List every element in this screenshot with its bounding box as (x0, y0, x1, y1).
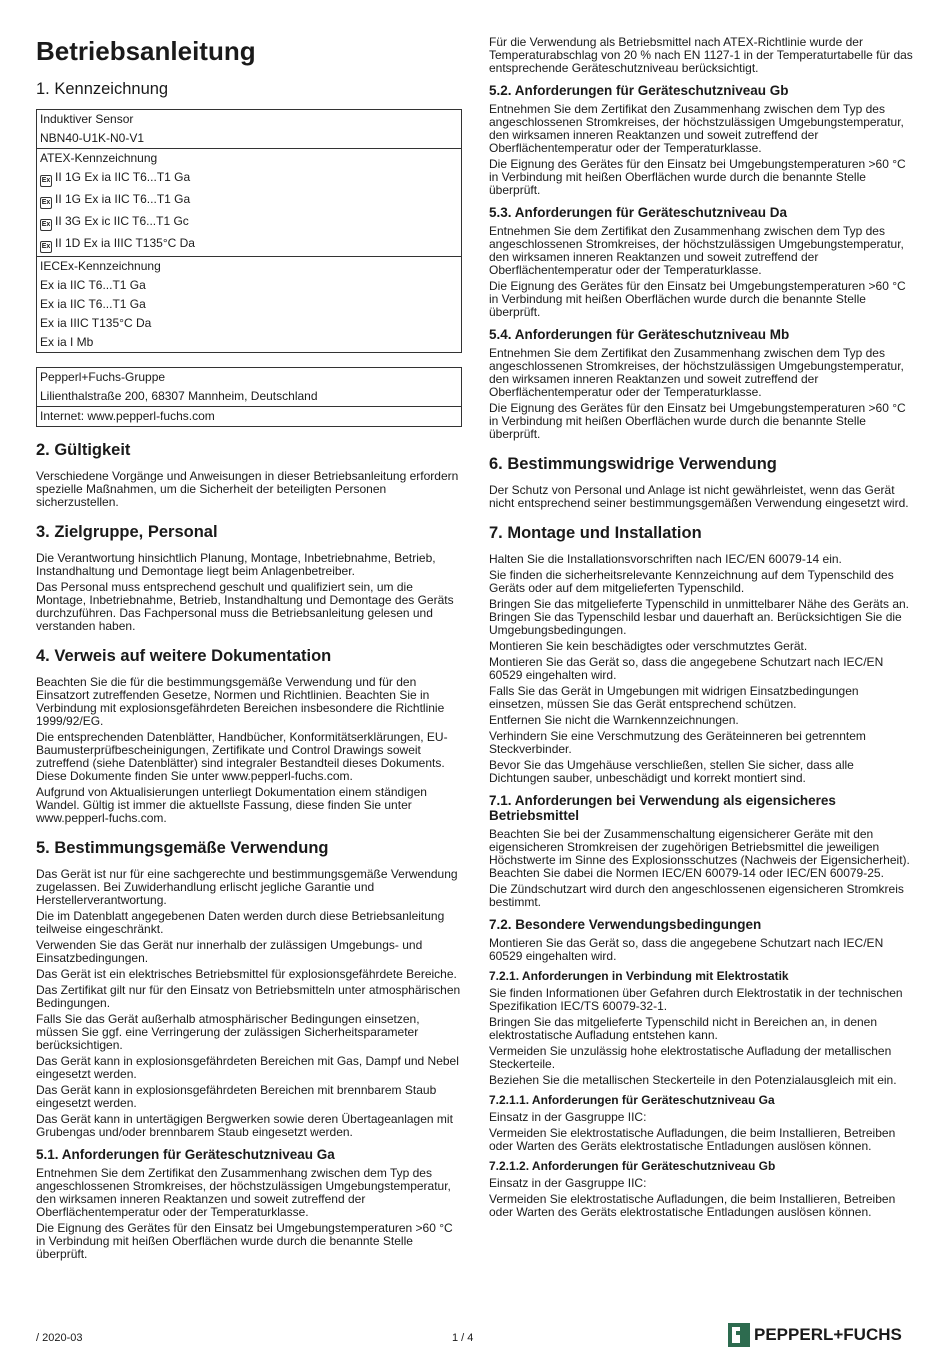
paragraph: Montieren Sie das Gerät so, dass die angegebene Schutzart nach IEC/EN 60529 eingehalten wird. (489, 655, 884, 682)
left-column (36, 36, 462, 1264)
paragraph: Das Zertifikat gilt nur für den Einsatz von Betriebsmitteln unter atmosphärischen Bedingungen. (36, 983, 461, 1010)
paragraph: Verwenden Sie das Gerät nur innerhalb der zulässigen Umgebungs- und Einsatzbedingungen. (36, 938, 423, 965)
paragraph: Entnehmen Sie dem Zertifikat den Zusammenhang zwischen dem Typ des angeschlossenen Stromkreises, der höchstzulässigen Umgebungstemperatur, den wirksamen inneren Reaktanzen und soweit zutreffend der Oberflächentemperatur oder der Temperaturklasse. (489, 224, 904, 277)
paragraph: Das Gerät ist nur für eine sachgerechte und bestimmungsgemäße Verwendung zugelassen. Bei Zuwiderhandlung erlischt jegliche Garantie und Herstellerverantwortung. (36, 867, 458, 907)
marking-line: Ex ia IIC T6...T1 Ga (40, 297, 146, 311)
paragraph: Montieren Sie das Gerät so, dass die angegebene Schutzart nach IEC/EN 60529 eingehalten wird. (489, 936, 884, 963)
heading-kennzeichnung: 1. Kennzeichnung (36, 80, 169, 98)
logo-icon (728, 1323, 750, 1347)
heading-montage: 7. Montage und Installation (489, 524, 702, 542)
company-line: Pepperl+Fuchs-Gruppe (40, 370, 166, 384)
marking-group-sensor (37, 110, 461, 149)
paragraph: Die Eignung des Gerätes für den Einsatz bei Umgebungstemperaturen >60 °C in Verbindung mit heißen Oberflächen wurde durch die benannte Stelle überprüft. (36, 1221, 453, 1261)
marking-line: ATEX-Kennzeichnung (40, 151, 158, 165)
logo-text: PEPPERL+FUCHS (754, 1325, 902, 1344)
paragraph: Das Gerät kann in explosionsgefährdeten Bereichen mit brennbarem Staub eingesetzt werden. (36, 1083, 437, 1110)
heading-7-2: 7.2. Besondere Verwendungsbedingungen (489, 917, 762, 932)
ex-icon: Ex (40, 197, 52, 209)
paragraph: Vermeiden Sie elektrostatische Aufladungen, die beim Installieren, Betreiben oder Warten des Geräts elektrostatische Entladungen auslösen können. (489, 1126, 896, 1153)
paragraph: Vermeiden Sie elektrostatische Aufladungen, die beim Installieren, Betreiben oder Warten des Geräts elektrostatische Entladungen auslösen können. (489, 1192, 896, 1219)
paragraph: Die entsprechenden Datenblätter, Handbücher, Konformitätserklärungen, EU-Baumusterprüfbescheinigungen, Zertifikate und Control Drawings soweit zutreffend (siehe Datenblätter) sind integraler Bestandteil dieses Dokuments. Diese Dokumente finden Sie unter www.pepperl-fuchs.com. (36, 730, 448, 783)
heading-5-3: 5.3. Anforderungen für Geräteschutzniveau Da (489, 205, 788, 220)
paragraph: Bringen Sie das mitgelieferte Typenschild nicht in Bereichen an, in denen elektrostatische Aufladung entstehen kann. (489, 1015, 878, 1042)
paragraph: Falls Sie das Gerät außerhalb atmosphärischer Bedingungen einsetzen, müssen Sie ggf. eine Verringerung der zulässigen Sicherheitsparameter berücksichtigen. (36, 1012, 420, 1052)
paragraph: Bringen Sie das mitgelieferte Typenschild in unmittelbarer Nähe des Geräts an. Bringen Sie das Typenschild lesbar und dauerhaft an. Berücksichtigen Sie die Umgebungsbedingungen. (489, 597, 910, 637)
heading-dokumentation: 4. Verweis auf weitere Dokumentation (36, 647, 332, 665)
paragraph: Die Eignung des Gerätes für den Einsatz bei Umgebungstemperaturen >60 °C in Verbindung mit heißen Oberflächen wurde durch die benannte Stelle überprüft. (489, 279, 906, 319)
heading-zielgruppe: 3. Zielgruppe, Personal (36, 523, 218, 541)
paragraph: Das Personal muss entsprechend geschult und qualifiziert sein, um die Montage, Inbetriebnahme, Betrieb, Instandhaltung und Demontage des Geräts durchzuführen. Das Fachpersonal muss die Betriebsanleitung gelesen und verstanden haben. (36, 580, 454, 633)
marking-line: Induktiver Sensor (40, 112, 134, 126)
heading-7-2-1: 7.2.1. Anforderungen in Verbindung mit Elektrostatik (489, 969, 789, 983)
heading-5-4: 5.4. Anforderungen für Geräteschutzniveau Mb (489, 327, 790, 342)
paragraph: Entfernen Sie nicht die Warnkennzeichnungen. (489, 713, 739, 727)
paragraph: Beachten Sie die für die bestimmungsgemäße Verwendung und für den Einsatzort zutreffenden Gesetze, Normen und Richtlinien. Beachten Sie in Verbindung mit explosionsgefährdeten Bereichen insbesondere die Richtlinie 1999/92/EG. (36, 675, 445, 728)
paragraph: Die Eignung des Gerätes für den Einsatz bei Umgebungstemperaturen >60 °C in Verbindung mit heißen Oberflächen wurde durch die benannte Stelle überprüft. (489, 157, 906, 197)
marking-line: IECEx-Kennzeichnung (40, 259, 161, 273)
heading-5-2: 5.2. Anforderungen für Geräteschutzniveau Gb (489, 83, 789, 98)
company-group-internet (37, 407, 461, 426)
paragraph: Einsatz in der Gasgruppe IIC: (489, 1176, 647, 1190)
marking-line-atex (37, 234, 461, 256)
marking-box (36, 109, 462, 353)
heading-bestimmungswidrig: 6. Bestimmungswidrige Verwendung (489, 455, 777, 473)
paragraph: Halten Sie die Installationsvorschriften nach IEC/EN 60079-14 ein. (489, 552, 842, 566)
paragraph: Entnehmen Sie dem Zertifikat den Zusammenhang zwischen dem Typ des angeschlossenen Stromkreises, der höchstzulässigen Umgebungstemperatur, den wirksamen inneren Reaktanzen und soweit zutreffend der Oberflächentemperatur oder der Temperaturklasse. (489, 102, 904, 155)
paragraph: Aufgrund von Aktualisierungen unterliegt Dokumentation einem ständigen Wandel. Gültig ist immer die aktuellste Fassung, diese finden Sie unter www.pepperl-fuchs.com. (36, 785, 427, 825)
right-column (489, 36, 915, 1222)
heading-gueltigkeit: 2. Gültigkeit (36, 441, 131, 459)
marking-line: NBN40-U1K-N0-V1 (40, 131, 145, 145)
marking-text: II 1G Ex ia IIC T6...T1 Ga (55, 192, 191, 206)
paragraph: Für die Verwendung als Betriebsmittel nach ATEX-Richtlinie wurde der Temperaturabschlag von 20 % nach EN 1127-1 in der Temperaturtabelle für das entsprechende Geräteschutzniveau berücksichtigt. (489, 35, 913, 75)
company-line: Internet: www.pepperl-fuchs.com (40, 409, 215, 423)
marking-line-atex (37, 212, 461, 234)
marking-group-iecex (37, 257, 461, 352)
marking-text: II 1D Ex ia IIIC T135°C Da (55, 236, 195, 250)
marking-text: II 3G Ex ic IIC T6...T1 Gc (55, 214, 189, 228)
paragraph: Einsatz in der Gasgruppe IIC: (489, 1110, 647, 1124)
paragraph: Entnehmen Sie dem Zertifikat den Zusammenhang zwischen dem Typ des angeschlossenen Stromkreises, der höchstzulässigen Umgebungstemperatur, den wirksamen inneren Reaktanzen und soweit zutreffend der Oberflächentemperatur oder der Temperaturklasse. (36, 1166, 451, 1219)
paragraph: Das Gerät kann in explosionsgefährdeten Bereichen mit Gas, Dampf und Nebel eingesetzt werden. (36, 1054, 459, 1081)
company-group-address (37, 368, 461, 407)
company-box (36, 367, 462, 427)
marking-text: II 1G Ex ia IIC T6...T1 Ga (55, 170, 191, 184)
heading-7-1: 7.1. Anforderungen bei Verwendung als eigensicheres Betriebsmittel (489, 793, 836, 823)
paragraph: Die Verantwortung hinsichtlich Planung, Montage, Inbetriebnahme, Betrieb, Instandhaltung und Demontage liegt beim Anlagenbetreiber. (36, 551, 436, 578)
paragraph: Bevor Sie das Umgehäuse verschließen, stellen Sie sicher, dass alle Dichtungen sauber, unbeschädigt und korrekt montiert sind. (489, 758, 854, 785)
marking-line: Ex ia I Mb (40, 335, 94, 349)
paragraph: Sie finden Informationen über Gefahren durch Elektrostatik in der technischen Spezifikation IEC/TS 60079-32-1. (489, 986, 903, 1013)
company-line: Lilienthalstraße 200, 68307 Mannheim, Deutschland (40, 389, 318, 403)
paragraph: Entnehmen Sie dem Zertifikat den Zusammenhang zwischen dem Typ des angeschlossenen Stromkreises, der höchstzulässigen Umgebungstemperatur, den wirksamen inneren Reaktanzen und soweit zutreffend der Oberflächentemperatur oder der Temperaturklasse. (489, 346, 904, 399)
paragraph: Beachten Sie bei der Zusammenschaltung eigensicherer Geräte mit den eigensicheren Stromkreisen der zugehörigen Betriebsmittel die jeweiligen Höchstwerte im Sinne des Explosionsschutzes (Nachweis der Eigensicherheit). Beachten Sie dabei die Normen IEC/EN 60079-14 oder IEC/EN 60079-25. (489, 827, 910, 880)
paragraph: Verhindern Sie eine Verschmutzung des Geräteinneren bei getrenntem Steckverbinder. (489, 729, 866, 756)
footer-page-number: 1 / 4 (452, 1332, 474, 1344)
heading-5-1: 5.1. Anforderungen für Geräteschutzniveau Ga (36, 1147, 335, 1162)
paragraph: Vermeiden Sie unzulässig hohe elektrostatische Aufladung der metallischen Steckerteile. (489, 1044, 892, 1071)
heading-verwendung: 5. Bestimmungsgemäße Verwendung (36, 839, 329, 857)
marking-group-atex (37, 149, 461, 257)
marking-line: Ex ia IIC T6...T1 Ga (40, 278, 146, 292)
paragraph: Falls Sie das Gerät in Umgebungen mit widrigen Einsatzbedingungen einsetzen, müssen Sie das Gerät entsprechend schützen. (489, 684, 859, 711)
ex-icon: Ex (40, 175, 52, 187)
brand-logo (728, 1322, 902, 1348)
marking-line-atex (37, 168, 461, 190)
marking-line-atex (37, 190, 461, 212)
paragraph: Das Gerät kann in untertägigen Bergwerken sowie deren Übertageanlagen mit Grubengas und/oder brennbarem Staub eingesetzt werden. (36, 1112, 453, 1139)
paragraph: Die Zündschutzart wird durch den angeschlossenen eigensicheren Stromkreis bestimmt. (489, 882, 904, 909)
page-title: Betriebsanleitung (36, 36, 256, 66)
paragraph: Der Schutz von Personal und Anlage ist nicht gewährleistet, wenn das Gerät nicht entsprechend seiner bestimmungsgemäßen Verwendung eingesetzt wird. (489, 483, 909, 510)
marking-line: Ex ia IIIC T135°C Da (40, 316, 152, 330)
paragraph: Die Eignung des Gerätes für den Einsatz bei Umgebungstemperaturen >60 °C in Verbindung mit heißen Oberflächen wurde durch die benannte Stelle überprüft. (489, 401, 906, 441)
paragraph: Verschiedene Vorgänge und Anweisungen in dieser Betriebsanleitung erfordern spezielle Maßnahmen, um die Sicherheit der beteiligten Personen sicherzustellen. (36, 469, 459, 509)
heading-7-2-1-1: 7.2.1.1. Anforderungen für Geräteschutzniveau Ga (489, 1093, 775, 1107)
footer-date: / 2020-03 (36, 1332, 83, 1344)
ex-icon: Ex (40, 241, 52, 253)
paragraph: Die im Datenblatt angegebenen Daten werden durch diese Betriebsanleitung teilweise eingeschränkt. (36, 909, 445, 936)
heading-7-2-1-2: 7.2.1.2. Anforderungen für Geräteschutzniveau Gb (489, 1159, 776, 1173)
paragraph: Beziehen Sie die metallischen Steckerteile in den Potenzialausgleich mit ein. (489, 1073, 897, 1087)
paragraph: Sie finden die sicherheitsrelevante Kennzeichnung auf dem Typenschild des Geräts oder auf dem mitgelieferten Typenschild. (489, 568, 894, 595)
paragraph: Montieren Sie kein beschädigtes oder verschmutztes Gerät. (489, 639, 808, 653)
paragraph: Das Gerät ist ein elektrisches Betriebsmittel für explosionsgefährdete Bereiche. (36, 967, 457, 981)
ex-icon: Ex (40, 219, 52, 231)
